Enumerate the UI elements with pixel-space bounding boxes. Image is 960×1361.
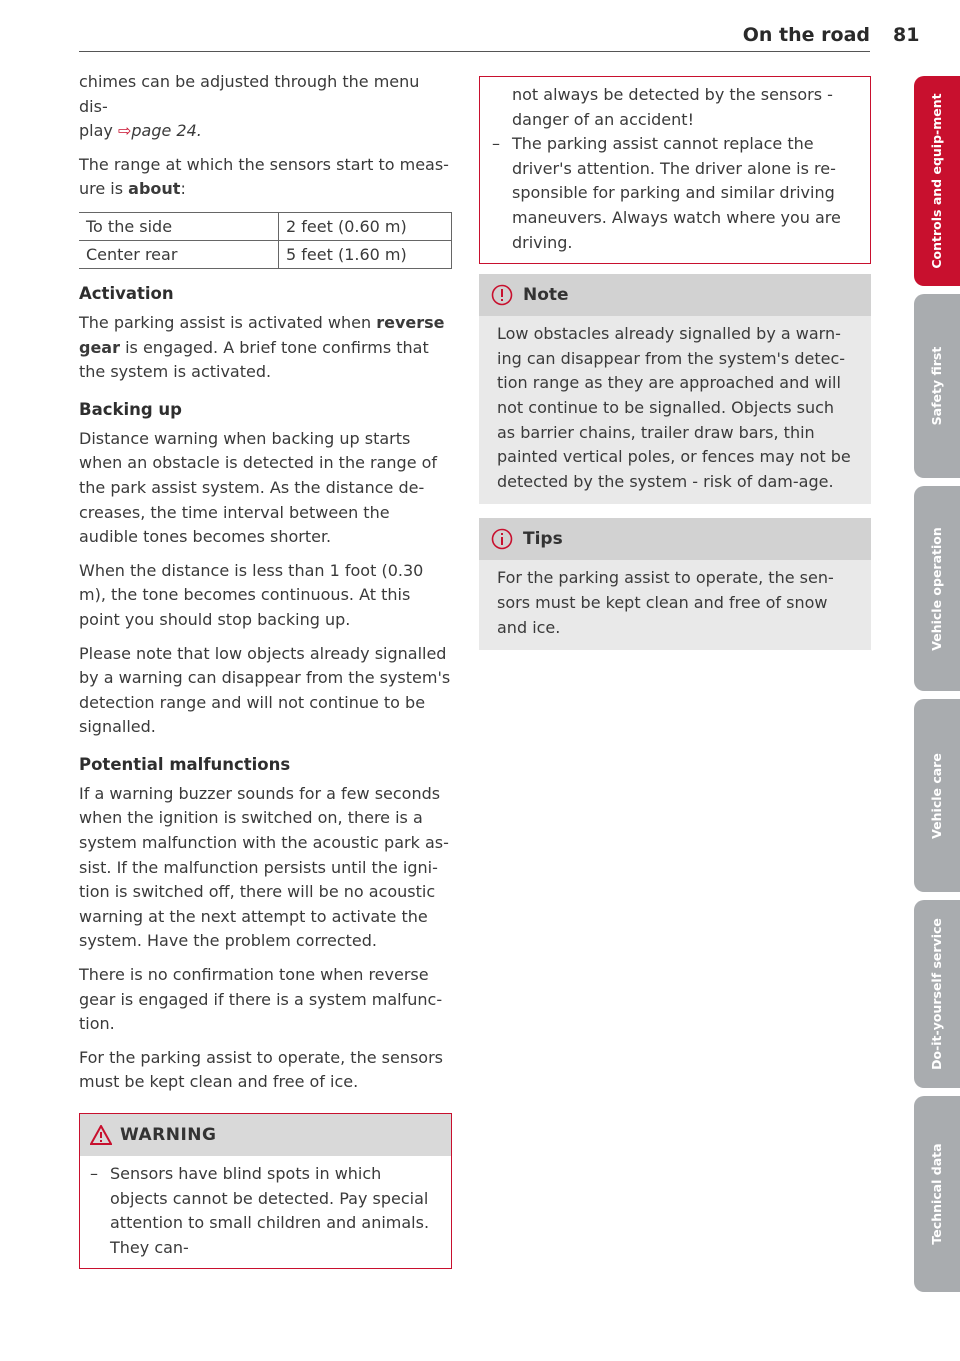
warning-continued-text: not always be detected by the sensors - danger of an accident! xyxy=(512,85,833,129)
note-text: Low obstacles already signalled by a warn-ing can disappear from the system's detec-tion range as they are approached and will not continue to be signalled. Objects such as barrier chains, trailer draw bars, thin painted vertical poles, or fences may not be detected by the system - risk of dam-age. xyxy=(497,324,851,491)
page-reference-link[interactable]: page 24. xyxy=(131,121,202,141)
left-column xyxy=(79,70,452,1269)
warning-item-text: The parking assist cannot replace the driver's attention. The driver alone is re-sponsible for parking and similar driving maneuvers. Always watch where you are driving. xyxy=(512,134,841,252)
running-header-title: On the road xyxy=(742,24,870,46)
table-cell: 2 feet (0.60 m) xyxy=(279,212,452,240)
note-box xyxy=(479,274,871,504)
list-item xyxy=(90,1162,441,1260)
arrow-right-icon: ⇨ xyxy=(117,121,132,141)
activation-text-bold: reverse gear xyxy=(79,312,445,357)
activation-text-b: is engaged. A brief tone confirms that the system is activated. xyxy=(79,337,429,382)
tab-controls-and-equipment[interactable] xyxy=(914,76,960,286)
tab-label: Do-it-yourself service xyxy=(929,918,944,1070)
activation-text xyxy=(79,311,452,385)
page-number: 81 xyxy=(893,24,920,46)
warning-body xyxy=(80,1156,451,1268)
table-row xyxy=(79,212,452,240)
warning-box xyxy=(79,1113,452,1269)
range-text-suffix: : xyxy=(180,179,186,199)
note-header xyxy=(479,274,871,316)
warning-box-continued xyxy=(479,76,871,264)
dash-bullet: – xyxy=(492,134,500,154)
backing-paragraph-1: Distance warning when backing up starts when an obstacle is detected in the range of the park assist system. As the distance de-creases, the time interval between the audible tones becomes shorter. xyxy=(79,428,438,547)
backing-paragraph-3: Please note that low objects already signalled by a warning can disappear from the system's detection range and will not continue to be signalled. xyxy=(79,643,451,737)
tab-label: Vehicle care xyxy=(929,752,944,839)
note-label: Note xyxy=(523,285,569,306)
table-row xyxy=(79,240,452,268)
tab-label: Safety first xyxy=(929,346,944,426)
intro-text: play xyxy=(79,121,118,141)
dash-bullet: – xyxy=(90,1164,98,1183)
range-table xyxy=(79,212,452,269)
tab-vehicle-care[interactable] xyxy=(914,699,960,892)
tips-box xyxy=(479,518,871,650)
malfunctions-heading: Potential malfunctions xyxy=(79,754,291,774)
tips-header xyxy=(479,518,871,560)
tab-vehicle-operation[interactable] xyxy=(914,486,960,691)
tips-text: For the parking assist to operate, the sen-sors must be kept clean and free of snow and ice. xyxy=(497,568,834,637)
tab-label: Technical data xyxy=(929,1143,944,1245)
intro-line-1: chimes can be adjusted through the menu dis- xyxy=(79,72,420,116)
warning-label: WARNING xyxy=(120,1125,217,1145)
tab-do-it-yourself-service[interactable] xyxy=(914,900,960,1088)
malfunctions-paragraph-2: There is no confirmation tone when reverse gear is engaged if there is a system malfunc-tion. xyxy=(79,965,443,1034)
backing-paragraph-2: When the distance is less than 1 foot (0.30 m), the tone becomes continuous. At this point you should stop backing up. xyxy=(79,560,424,629)
list-item xyxy=(492,132,858,255)
warning-item-text: Sensors have blind spots in which objects cannot be detected. Pay special attention to small children and animals. They can- xyxy=(110,1164,430,1257)
tips-body xyxy=(479,560,871,650)
info-circle-icon xyxy=(491,528,513,550)
tab-technical-data[interactable] xyxy=(914,1096,960,1292)
table-cell: To the side xyxy=(79,212,279,240)
range-text-1: The range at which the sensors start to meas- xyxy=(79,154,449,174)
warning-triangle-icon xyxy=(90,1125,112,1145)
activation-text-a: The parking assist is activated when xyxy=(79,312,377,332)
table-cell: 5 feet (1.60 m) xyxy=(279,240,452,268)
table-cell: Center rear xyxy=(79,240,279,268)
tab-label: Vehicle operation xyxy=(929,526,944,651)
intro-line-2 xyxy=(79,119,452,144)
warning-header xyxy=(80,1114,451,1156)
range-text-bold: about xyxy=(128,179,181,199)
backing-heading: Backing up xyxy=(79,399,182,419)
malfunctions-paragraph-1: If a warning buzzer sounds for a few seconds when the ignition is switched on, there is a system malfunction with the acoustic park as-sist. If the malfunction persists until the igni-tion is switched off, there will be no acoustic warning at the next attempt to activate the system. Have the problem corrected. xyxy=(79,783,449,951)
tab-label: Controls and equip-ment xyxy=(929,93,944,269)
range-sentence xyxy=(79,153,452,202)
tips-label: Tips xyxy=(523,529,563,550)
header-rule xyxy=(79,51,870,52)
tab-safety-first[interactable] xyxy=(914,294,960,478)
activation-heading: Activation xyxy=(79,283,174,303)
right-column xyxy=(479,76,871,650)
note-body xyxy=(479,316,871,504)
malfunctions-paragraph-3: For the parking assist to operate, the sensors must be kept clean and free of ice. xyxy=(79,1047,443,1092)
range-text-2: ure is xyxy=(79,179,129,199)
exclamation-circle-icon xyxy=(491,284,513,306)
